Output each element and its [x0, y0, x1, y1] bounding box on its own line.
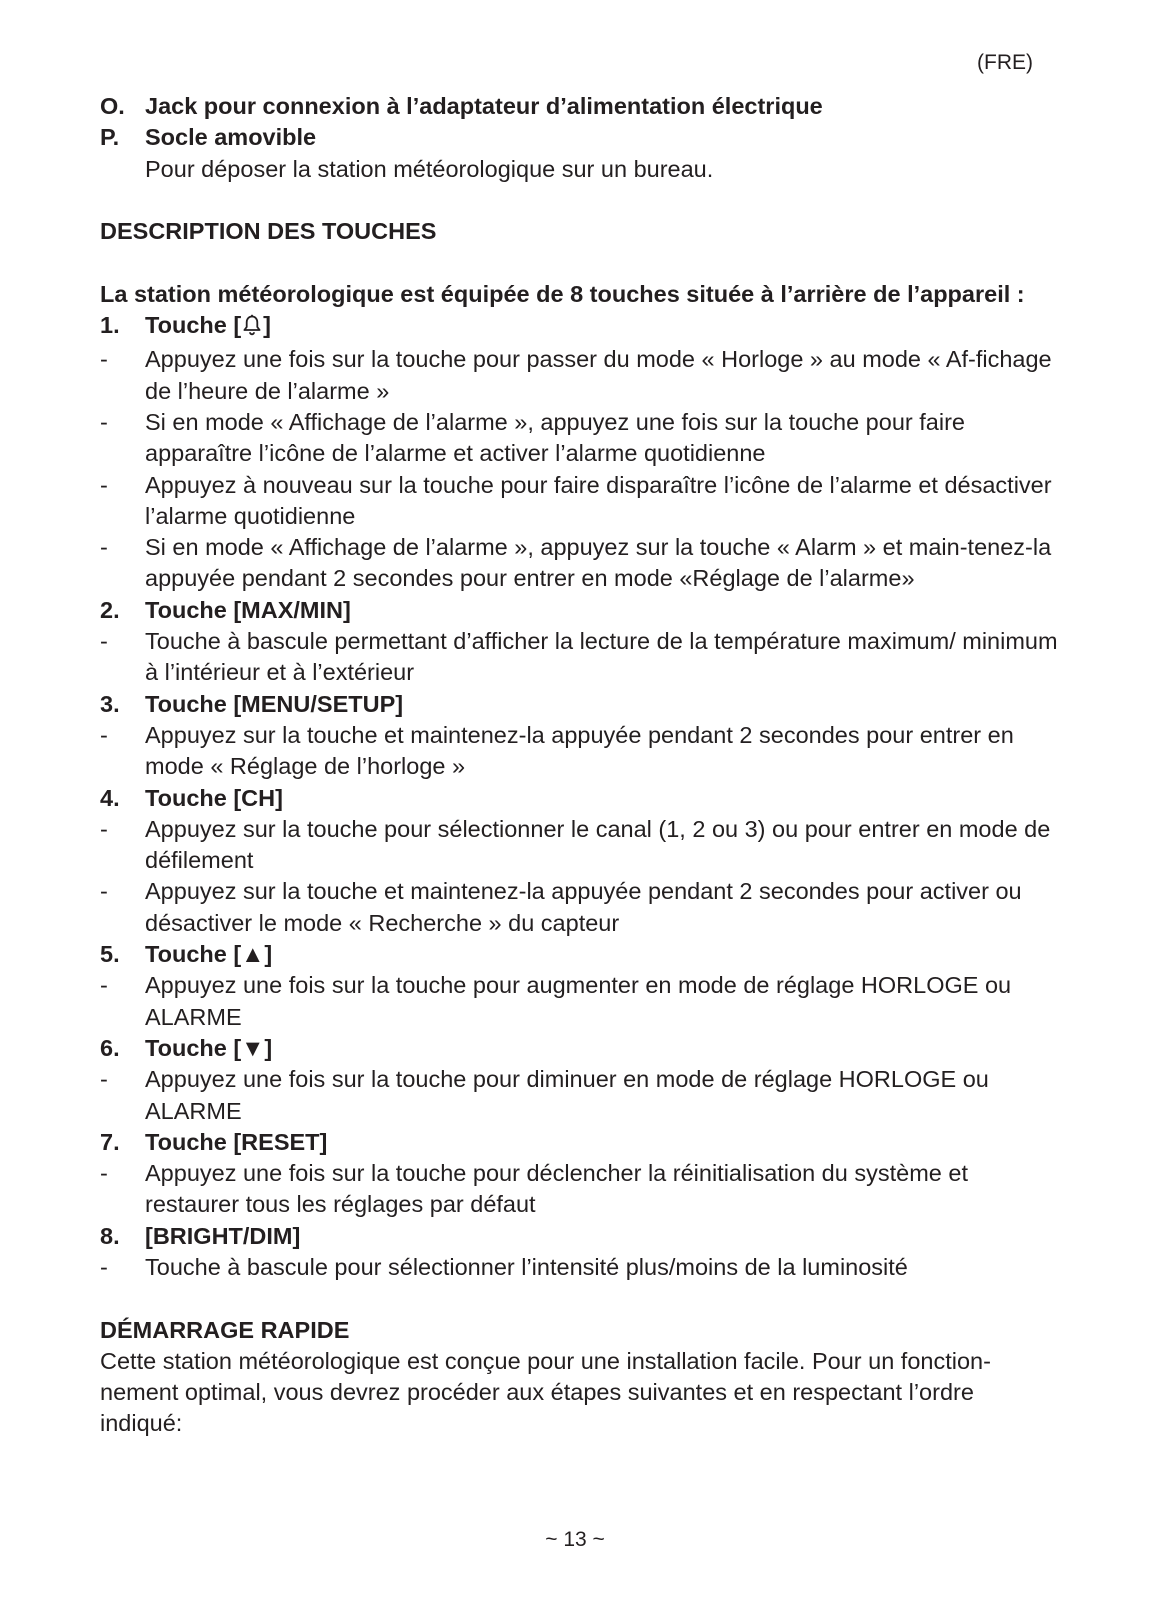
bullet-item: - Appuyez à nouveau sur la touche pour faire disparaître l’icône de l’alarme et désactiver l’alarme quotidienne: [100, 470, 1060, 533]
key-label: Touche [RESET]: [145, 1128, 328, 1155]
key-number: 5.: [100, 941, 120, 968]
item-description: [100, 154, 1060, 185]
key-label: Touche [▲]: [145, 941, 273, 968]
bullet-text: Touche à bascule permettant d’afficher la lecture de la température maximum/ minimum à l’intérieur et à l’extérieur: [145, 628, 1058, 686]
section-heading: DÉMARRAGE RAPIDE: [100, 1316, 350, 1343]
bullet-item: - Appuyez sur la touche et maintenez-la appuyée pendant 2 secondes pour entrer en mode « Réglage de l’horloge »: [100, 720, 1060, 783]
bullet-text: Appuyez une fois sur la touche pour passer du mode « Horloge » au mode « Af-fichage de l’heure de l’alarme »: [145, 346, 1052, 404]
bullet-text: Appuyez à nouveau sur la touche pour faire disparaître l’icône de l’alarme et désactiver l’alarme quotidienne: [145, 471, 1052, 529]
key-number: 7.: [100, 1128, 120, 1155]
bullet-item: - Appuyez sur la touche et maintenez-la appuyée pendant 2 secondes pour activer ou désactiver le mode « Recherche » du capteur: [100, 876, 1060, 939]
bullet-text: Appuyez sur la touche et maintenez-la appuyée pendant 2 secondes pour entrer en mode « Réglage de l’horloge »: [145, 721, 1014, 780]
key-heading: [100, 310, 1060, 344]
bullet-text: Appuyez sur la touche pour sélectionner le canal (1, 2 ou 3) ou pour entrer en mode de défilement: [145, 815, 1051, 874]
key-label-prefix: Touche [: [145, 312, 242, 339]
key-number: 3.: [100, 690, 120, 717]
bullet-item: - Appuyez une fois sur la touche pour diminuer en mode de réglage HORLOGE ou ALARME: [100, 1064, 1060, 1127]
section-intro: La station météorologique est équipée de 8 touches située à l’arrière de l’appareil :: [100, 280, 1025, 307]
list-item-p: [100, 122, 1060, 153]
key-number: 4.: [100, 784, 120, 811]
bullet-item: - Si en mode « Affichage de l’alarme », appuyez sur la touche « Alarm » et main-tenez-la appuyée pendant 2 secondes pour entrer en mode «Réglage de l’alarme»: [100, 532, 1060, 595]
bullet-item: - Touche à bascule permettant d’afficher la lecture de la température maximum/ minimum à l’intérieur et à l’extérieur: [100, 626, 1060, 689]
bullet-text: Si en mode « Affichage de l’alarme », appuyez une fois sur la touche pour faire apparaître l’icône de l’alarme et activer l’alarme quotidienne: [145, 408, 965, 467]
bullet-text: Appuyez sur la touche et maintenez-la appuyée pendant 2 secondes pour activer ou désactiver le mode « Recherche » du capteur: [145, 878, 1022, 936]
bullet-item: - Appuyez une fois sur la touche pour passer du mode « Horloge » au mode « Af-fichage de l’heure de l’alarme »: [100, 344, 1060, 407]
key-label: [BRIGHT/DIM]: [145, 1222, 301, 1249]
language-tag: (FRE): [977, 51, 1033, 74]
key-label: Touche [▼]: [145, 1034, 273, 1061]
key-number: 1.: [100, 312, 120, 339]
section-body: Cette station météorologique est conçue pour une installation facile. Pour un fonction-nement optimal, vous devrez procéder aux étapes suivantes et en respectant l’ordre indiqué:: [100, 1347, 991, 1437]
key-heading: [100, 595, 1060, 626]
bullet-item: - Touche à bascule pour sélectionner l’intensité plus/moins de la luminosité: [100, 1252, 1060, 1283]
page-content: [100, 91, 1060, 1440]
key-label: Touche [CH]: [145, 784, 283, 811]
key-heading: [100, 783, 1060, 814]
item-title: Jack pour connexion à l’adaptateur d’alimentation électrique: [145, 93, 823, 119]
key-heading: [100, 1221, 1060, 1252]
item-desc-text: Pour déposer la station météorologique sur un bureau.: [145, 155, 714, 182]
bullet-item: - Appuyez sur la touche pour sélectionner le canal (1, 2 ou 3) ou pour entrer en mode de défilement: [100, 814, 1060, 877]
key-heading: [100, 1127, 1060, 1158]
key-label: Touche [MAX/MIN]: [145, 596, 351, 623]
key-number: 2.: [100, 596, 120, 623]
bullet-text: Appuyez une fois sur la touche pour déclencher la réinitialisation du système et restaurer tous les réglages par défaut: [145, 1160, 968, 1218]
key-heading: [100, 939, 1060, 970]
key-number: 8.: [100, 1222, 120, 1249]
item-letter: O.: [100, 93, 125, 119]
item-letter: P.: [100, 124, 120, 151]
key-number: 6.: [100, 1034, 120, 1061]
bullet-item: - Appuyez une fois sur la touche pour augmenter en mode de réglage HORLOGE ou ALARME: [100, 970, 1060, 1033]
page-number: ~ 13 ~: [545, 1528, 605, 1551]
bullet-text: Touche à bascule pour sélectionner l’intensité plus/moins de la luminosité: [145, 1253, 908, 1280]
bullet-text: Si en mode « Affichage de l’alarme », appuyez sur la touche « Alarm » et main-tenez-la appuyée pendant 2 secondes pour entrer en mode «Réglage de l’alarme»: [145, 534, 1052, 592]
bullet-item: - Si en mode « Affichage de l’alarme », appuyez une fois sur la touche pour faire apparaître l’icône de l’alarme et activer l’alarme quotidienne: [100, 407, 1060, 470]
bullet-text: Appuyez une fois sur la touche pour diminuer en mode de réglage HORLOGE ou ALARME: [145, 1066, 989, 1124]
bullet-item: - Appuyez une fois sur la touche pour déclencher la réinitialisation du système et restaurer tous les réglages par défaut: [100, 1158, 1060, 1221]
key-heading: [100, 1033, 1060, 1064]
key-label-suffix: ]: [263, 312, 271, 339]
section-heading: DESCRIPTION DES TOUCHES: [100, 218, 437, 245]
key-label: Touche [MENU/SETUP]: [145, 690, 404, 717]
bullet-text: Appuyez une fois sur la touche pour augmenter en mode de réglage HORLOGE ou ALARME: [145, 972, 1012, 1030]
key-heading: [100, 689, 1060, 720]
item-title: Socle amovible: [145, 124, 317, 151]
bell-icon: [242, 313, 262, 344]
list-item-o: [100, 91, 1060, 122]
